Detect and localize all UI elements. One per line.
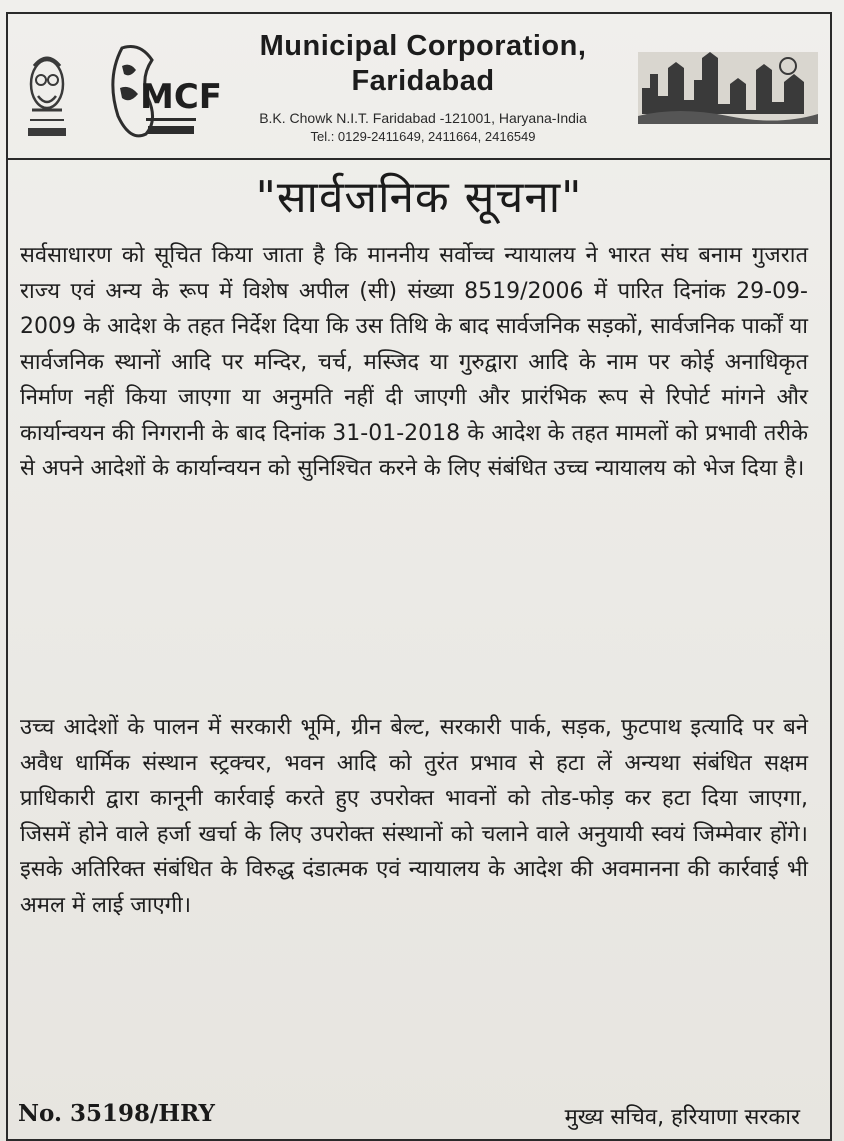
mcf-logo-icon [100,38,223,150]
organisation-block [208,28,638,146]
emblem-logo-icon [22,46,72,146]
reference-number: No. 35198/HRY [18,1100,215,1127]
org-city: Faridabad [351,65,495,97]
org-name: Municipal Corporation, [259,30,587,62]
notice-paragraph-1: सर्वसाधारण को सूचित किया जाता है कि माननीय सर्वोच्च न्यायालय ने भारत संघ बनाम गुजरात राज्य एवं अन्य के रूप में विशेष अपील (सी) संख्या 8519/2006 में पारित दिनांक 29-09-2009 के आदेश के तहत निर्देश दिया कि उस तिथि के बाद सार्वजनिक सड़कों, सार्वजनिक पार्कों या सार्वजनिक स्थानों आदि पर मन्दिर, चर्च, मस्जिद या गुरुद्वारा आदि के नाम पर कोई अनाधिकृत निर्माण नहीं किया जाएगा या अनुमति नहीं दी जाएगी और प्रारंभिक रूप से रिपोर्ट मांगने और कार्यान्वयन की निगरानी के बाद दिनांक 31-01-2018 के आदेश के तहत मामलों को प्रभावी तरीके से अपने आदेशों के कार्यान्वयन को सुनिश्चित करने के लिए संबंधित उच्च न्यायालय को भेज दिया है। [20,243,808,481]
org-address: B.K. Chowk N.I.T. Faridabad -121001, Haryana-India [259,110,587,126]
signatory: मुख्य सचिव, हरियाणा सरकार [564,1105,800,1130]
notice-title: "सार्वजनिक सूचना" [255,172,583,223]
public-notice-box [6,12,832,1141]
org-phone: Tel.: 0129-2411649, 2411664, 2416549 [310,129,536,144]
city-skyline-icon [638,44,818,124]
notice-header [8,14,830,160]
notice-paragraph-2: उच्च आदेशों के पालन में सरकारी भूमि, ग्रीन बेल्ट, सरकारी पार्क, सड़क, फुटपाथ इत्यादि पर बने अवैध धार्मिक संस्थान स्ट्रक्चर, भवन आदि को तुरंत प्रभाव से हटा लें अन्यथा संबंधित सक्षम प्राधिकारी द्वारा कानूनी कार्रवाई करते हुए उपरोक्त भावनों को तोड-फोड़ कर हटा दिया जाएगा, जिसमें होने वाले हर्जा खर्चा के लिए उपरोक्त संस्थानों को चलाने वाले अनुयायी स्वयं जिम्मेवार होंगे। इसके अतिरिक्त संबंधित के विरुद्ध दंडात्मक एवं न्यायालय के आदेश की अवमानना की कार्रवाई भी अमल में लाई जाएगी। [20,715,808,918]
svg-text:MCF: MCF [140,77,223,117]
